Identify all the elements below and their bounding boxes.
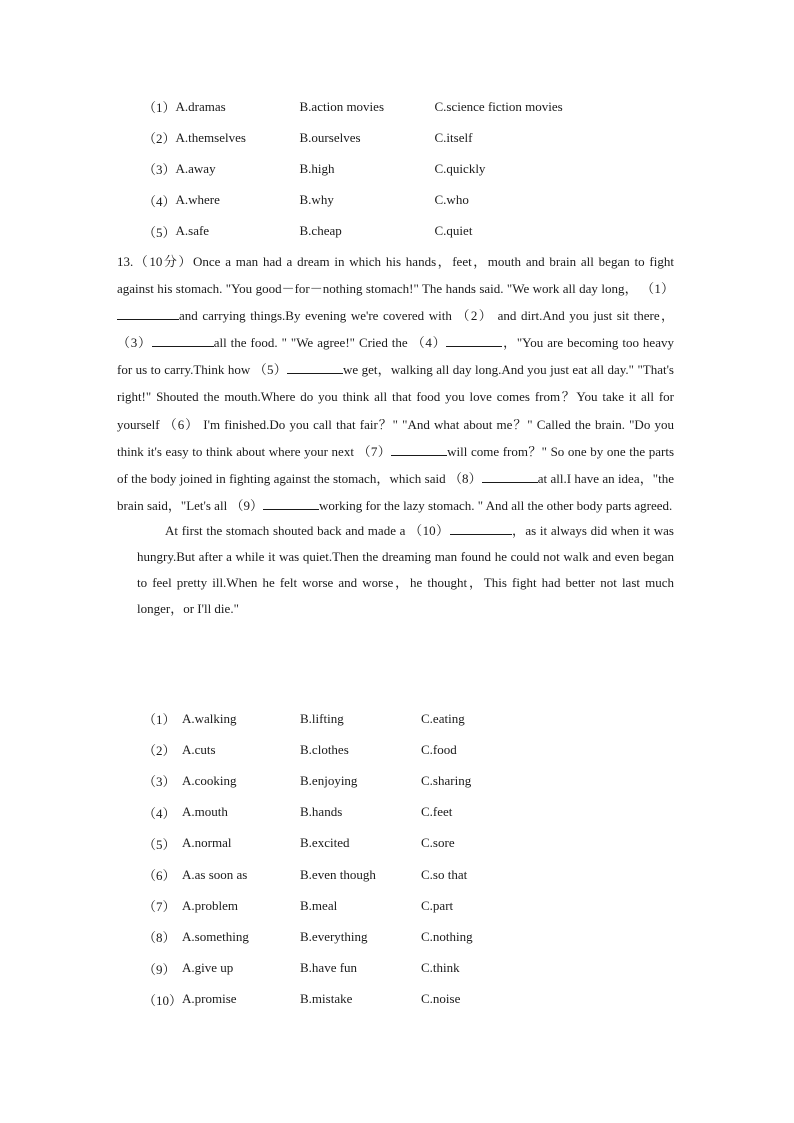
- option-number: （8）: [143, 930, 176, 946]
- option-b: B.meal: [300, 897, 338, 913]
- passage-text: I'm finished.Do you call that fair？" "And what about me？" Called the brain. "Do you think it's easy to think about where your next: [117, 416, 675, 459]
- option-b: B.enjoying: [300, 772, 358, 788]
- option-b: B.why: [299, 192, 334, 208]
- blank-number: （7）: [357, 443, 392, 459]
- option-c: C.itself: [434, 129, 473, 145]
- option-c: C.eating: [421, 710, 465, 726]
- option-row: [143, 859, 473, 890]
- option-number: （5）: [143, 836, 176, 852]
- option-c: C.sharing: [421, 772, 472, 788]
- option-c: C.think: [421, 960, 460, 976]
- passage-paragraph-2: [117, 518, 674, 622]
- option-a: A.themselves: [175, 129, 246, 145]
- blank-line: [263, 497, 319, 510]
- option-number: （7）: [143, 899, 176, 915]
- option-b: B.excited: [300, 835, 350, 851]
- option-row: [143, 703, 473, 734]
- blank-number: （9）: [230, 497, 263, 513]
- option-row: [143, 921, 473, 952]
- option-a: A.walking: [182, 710, 237, 726]
- option-c: C.science fiction movies: [434, 98, 563, 114]
- option-a: A.dramas: [175, 98, 226, 114]
- passage-text: will come from？" So one by one the parts of the body joined in fighting against the stomach，which said: [117, 443, 675, 486]
- blank-line: [446, 334, 502, 347]
- option-number: （3）: [143, 774, 176, 790]
- option-c: C.nothing: [421, 928, 473, 944]
- option-c: C.feet: [421, 804, 453, 820]
- option-a: A.as soon as: [182, 866, 248, 882]
- option-c: C.part: [421, 897, 454, 913]
- passage-text: ，as it always did when it was hungry.But after a while it was quiet.Then the dreaming man found he could not walk and even began to feel pretty ill.When he felt worse and worse，he thought，This fight had better not last much longer，or I'll die.": [137, 522, 674, 616]
- blank-number: （2）: [456, 308, 494, 324]
- option-number: （4）: [143, 805, 176, 821]
- passage-text: ，"You are becoming too heavy for us to carry.Think how: [117, 335, 674, 378]
- option-b: B.clothes: [300, 741, 349, 757]
- passage-text: all the food. " "We agree!" Cried the: [213, 335, 408, 351]
- option-a: A.cooking: [182, 772, 237, 788]
- option-row: [143, 153, 563, 184]
- option-number: （4）: [143, 193, 176, 209]
- option-b: B.high: [299, 160, 335, 176]
- option-a: A.mouth: [182, 804, 228, 820]
- blank-number: （8）: [448, 470, 482, 486]
- option-a: A.something: [182, 928, 249, 944]
- blank-line: [287, 361, 343, 374]
- blank-number: （5）: [253, 362, 287, 378]
- blank-number: （10）: [409, 522, 450, 538]
- option-c: C.noise: [421, 991, 461, 1007]
- option-row: [143, 953, 473, 984]
- option-b: B.cheap: [299, 223, 342, 239]
- blank-line: [391, 443, 447, 456]
- blank-line: [152, 334, 214, 347]
- blank-number: （6）: [163, 416, 200, 432]
- option-b: B.have fun: [300, 960, 358, 976]
- question-score: （10分）: [133, 254, 193, 269]
- option-b: B.hands: [300, 804, 343, 820]
- passage-text: and carrying things.By evening we're covered with: [179, 308, 452, 324]
- option-a: A.cuts: [182, 741, 216, 757]
- option-number: （3）: [143, 162, 176, 178]
- option-c: C.who: [434, 192, 469, 208]
- option-b: B.even though: [300, 866, 376, 882]
- question-13-passage: [117, 248, 674, 622]
- option-row: [143, 122, 563, 153]
- question-number: 13.: [117, 254, 134, 269]
- option-a: A.give up: [182, 960, 234, 976]
- option-number: （10）: [143, 992, 183, 1008]
- option-c: C.quickly: [434, 160, 486, 176]
- option-number: （1）: [143, 712, 176, 728]
- option-row: [143, 984, 473, 1015]
- passage-text: Once a man had a dream in which his hands，feet，mouth and brain all began to fight against his stomach. "You good－for－nothing stomach!" The hands said. "We work all day long，: [117, 254, 674, 297]
- blank-line: [482, 470, 538, 483]
- option-number: （6）: [143, 868, 176, 884]
- passage-text: at all.I have an idea，"the brain said，"Let's all: [117, 470, 674, 513]
- option-a: A.promise: [182, 991, 237, 1007]
- option-b: B.mistake: [300, 991, 353, 1007]
- option-row: [143, 734, 473, 765]
- option-number: （5）: [143, 224, 176, 240]
- option-number: （1）: [143, 100, 176, 116]
- option-a: A.safe: [175, 223, 210, 239]
- option-b: B.everything: [300, 928, 368, 944]
- blank-number: （4）: [411, 335, 447, 351]
- blank-number: （3）: [117, 335, 152, 351]
- option-row: [143, 890, 473, 921]
- passage-paragraph-1: [117, 248, 674, 519]
- option-c: C.quiet: [434, 223, 473, 239]
- option-row: [143, 91, 563, 122]
- option-a: A.normal: [182, 835, 232, 851]
- previous-question-options: [143, 91, 563, 247]
- option-c: C.food: [421, 741, 457, 757]
- option-row: [143, 765, 473, 796]
- passage-text: working for the lazy stomach. " And all the other body parts agreed.: [318, 497, 673, 513]
- option-number: （2）: [143, 131, 176, 147]
- option-b: B.lifting: [300, 710, 344, 726]
- option-a: A.problem: [182, 897, 238, 913]
- option-c: C.so that: [421, 866, 468, 882]
- passage-text: we get，walking all day long.And you just eat all day." "That's right!" Shouted the mouth.Where do you think all that food you love comes from？You take it all for yourself: [117, 362, 674, 432]
- option-row: [143, 216, 563, 247]
- option-row: [143, 828, 473, 859]
- question-13-options: [143, 703, 473, 1015]
- option-number: （2）: [143, 743, 176, 759]
- option-a: A.where: [175, 192, 220, 208]
- option-b: B.action movies: [299, 98, 385, 114]
- option-row: [143, 185, 563, 216]
- passage-text: and dirt.And you just sit there，: [497, 308, 675, 324]
- passage-text: At first the stomach shouted back and made a: [165, 522, 406, 538]
- option-b: B.ourselves: [299, 129, 361, 145]
- option-number: （9）: [143, 961, 176, 977]
- blank-line: [450, 522, 512, 535]
- blank-number: （1）: [641, 281, 674, 297]
- option-row: [143, 797, 473, 828]
- option-a: A.away: [175, 160, 216, 176]
- option-c: C.sore: [421, 835, 455, 851]
- blank-line: [117, 307, 179, 320]
